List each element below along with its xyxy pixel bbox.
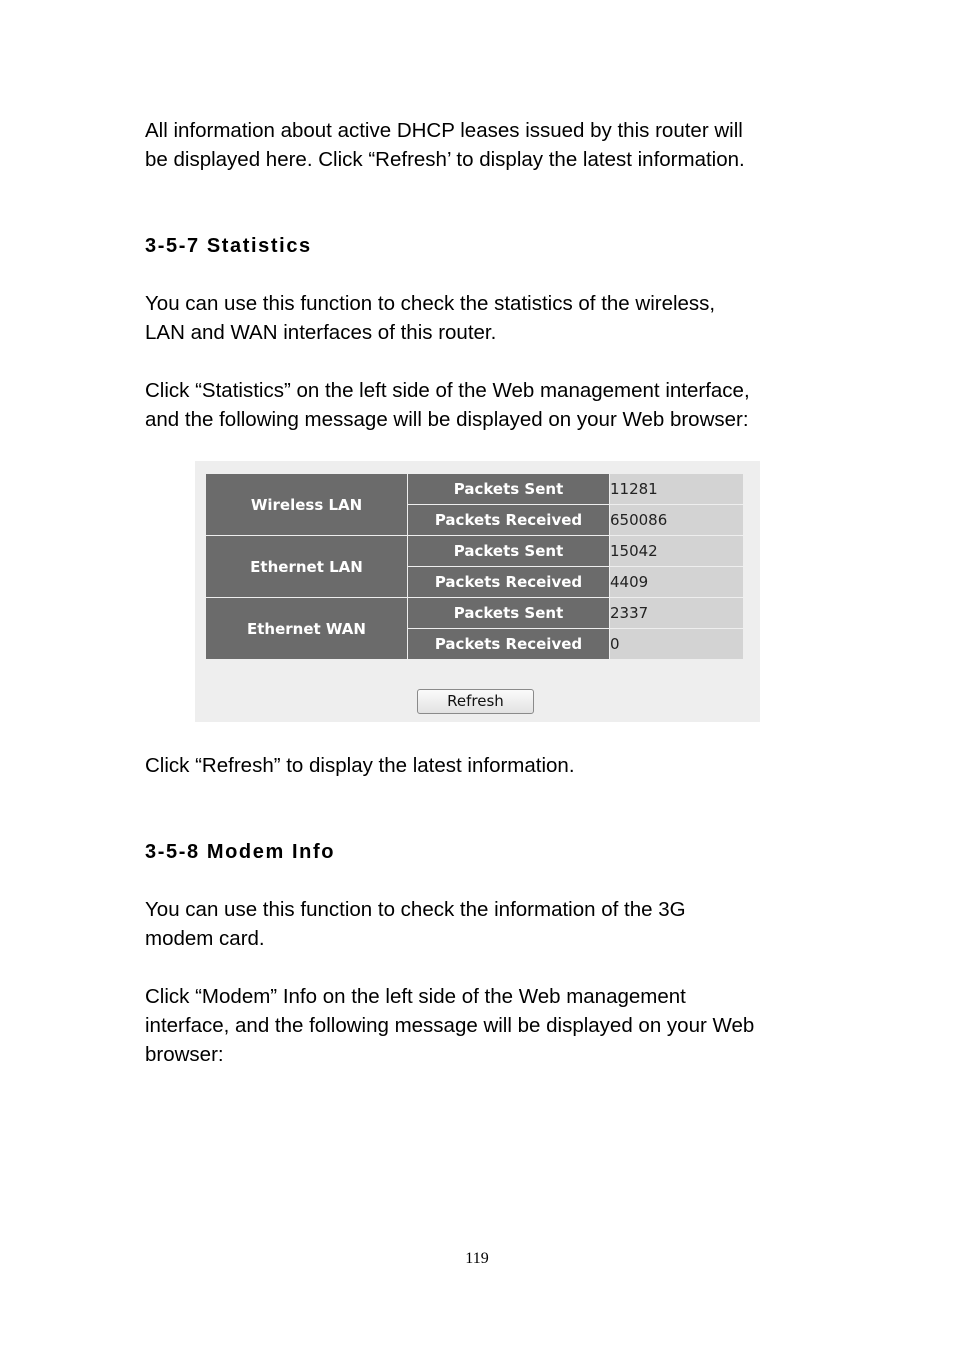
text-line: browser: [145, 1043, 224, 1066]
metric-label-cell: Packets Sent [408, 536, 609, 566]
metric-value-cell: 650086 [610, 505, 743, 535]
statistics-heading: 3-5-7 Statistics [145, 235, 312, 257]
text-line: LAN and WAN interfaces of this router. [145, 321, 497, 344]
text-line: and the following message will be displayed on your Web browser: [145, 408, 749, 431]
metric-value-cell: 15042 [610, 536, 743, 566]
metric-label-cell: Packets Received [408, 567, 609, 597]
refresh-note-paragraph [145, 751, 825, 780]
text-line: All information about active DHCP leases issued by this router will [145, 119, 743, 142]
text-line: be displayed here. Click “Refresh’ to display the latest information. [145, 148, 745, 171]
statistics-intro-paragraph [145, 289, 825, 347]
text-line: You can use this function to check the statistics of the wireless, [145, 292, 716, 315]
modem-info-heading: 3-5-8 Modem Info [145, 841, 336, 863]
text-line: You can use this function to check the information of the 3G [145, 898, 686, 921]
statistics-screenshot-panel [195, 461, 760, 722]
metric-label-cell: Packets Received [408, 629, 609, 659]
modem-intro-paragraph [145, 895, 825, 953]
metric-value-cell: 2337 [610, 598, 743, 628]
statistics-instructions-paragraph [145, 376, 825, 434]
interface-name-cell: Ethernet LAN [206, 536, 407, 597]
interface-name-cell: Ethernet WAN [206, 598, 407, 659]
text-line: interface, and the following message will be displayed on your Web [145, 1014, 755, 1037]
text-line: Click “Modem” Info on the left side of the Web management [145, 985, 686, 1008]
metric-value-cell: 11281 [610, 474, 743, 504]
text-line: Click “Statistics” on the left side of the Web management interface, [145, 379, 750, 402]
metric-label-cell: Packets Sent [408, 598, 609, 628]
refresh-button[interactable]: Refresh [417, 689, 534, 714]
metric-value-cell: 4409 [610, 567, 743, 597]
metric-label-cell: Packets Sent [408, 474, 609, 504]
page-number: 119 [465, 1250, 489, 1267]
metric-value-cell: 0 [610, 629, 743, 659]
dhcp-intro-paragraph [145, 116, 825, 174]
table-row [206, 474, 743, 504]
table-row [206, 598, 743, 628]
table-row [206, 536, 743, 566]
statistics-table [205, 473, 744, 660]
modem-instructions-paragraph [145, 982, 825, 1069]
metric-label-cell: Packets Received [408, 505, 609, 535]
text-line: modem card. [145, 927, 265, 950]
interface-name-cell: Wireless LAN [206, 474, 407, 535]
text-line: Click “Refresh” to display the latest information. [145, 754, 575, 777]
